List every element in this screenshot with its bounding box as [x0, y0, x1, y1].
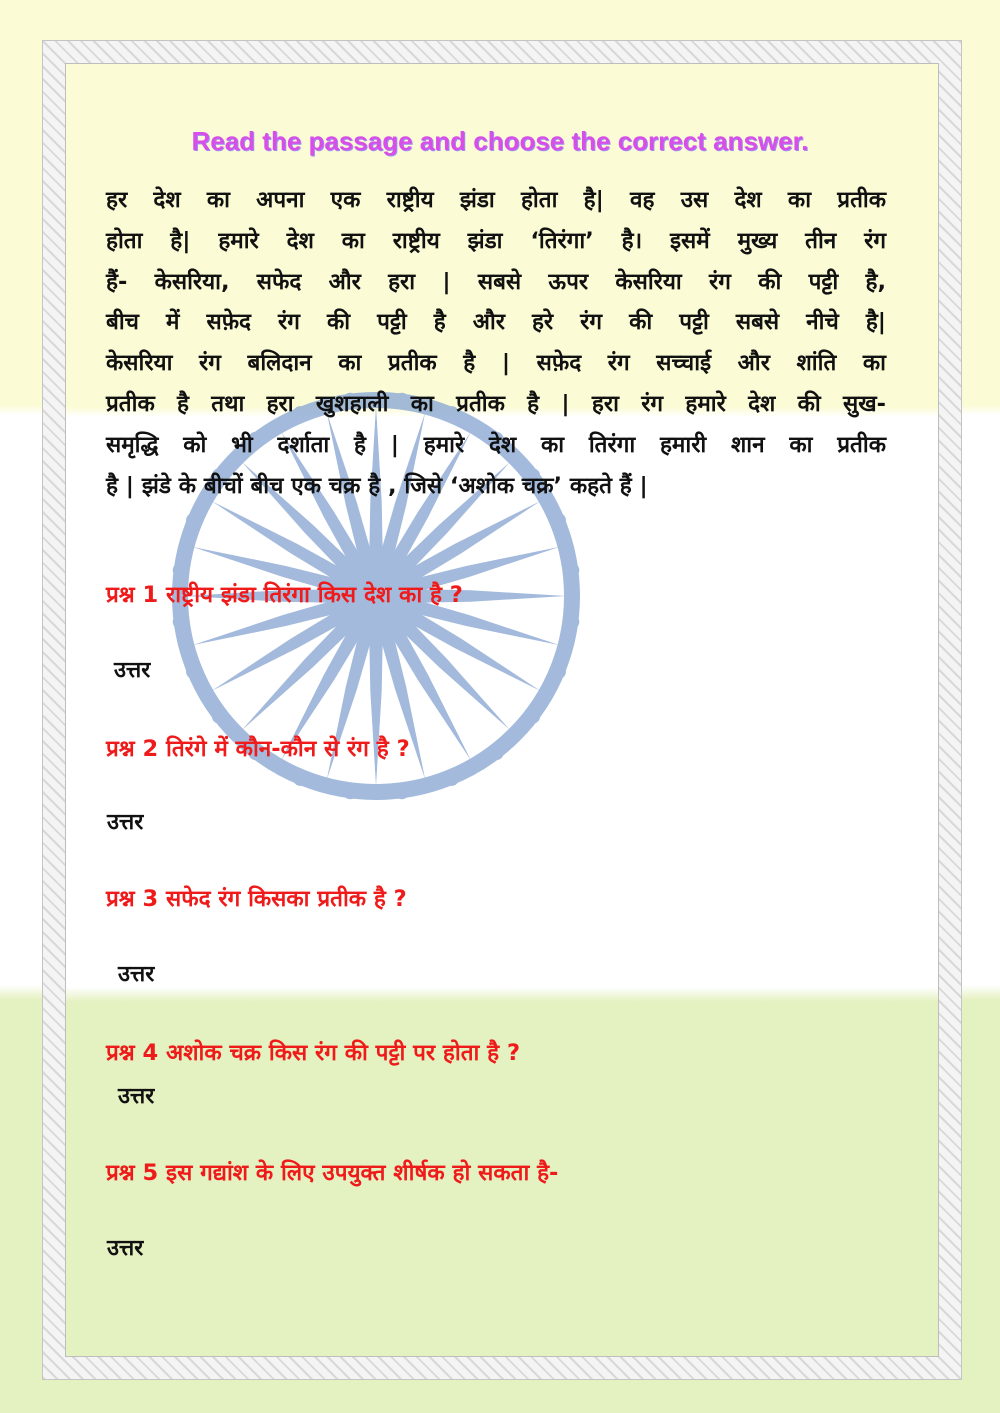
answer-label-4[interactable]: उत्तर	[118, 1084, 155, 1109]
question-1: प्रश्न 1 राष्ट्रीय झंडा तिरंगा किस देश का है ?	[106, 582, 463, 608]
chakra-rim-notch	[552, 665, 566, 679]
passage-line: हैं- केसरिया, सफेद और हरा | सबसे ऊपर केसरिया रंग की पट्टी है,	[106, 268, 886, 295]
chakra-rim-notch	[526, 710, 540, 724]
answer-label-2[interactable]: उत्तर	[107, 810, 144, 835]
passage-line: बीच में सफ़ेद रंग की पट्टी है और हरे रंग की पट्टी सबसे नीचे है|	[106, 309, 886, 336]
chakra-rim-notch	[173, 563, 187, 577]
chakra-rim-notch	[565, 615, 579, 629]
passage-line: हर देश का अपना एक राष्ट्रीय झंडा होता है| वह उस देश का प्रतीक	[106, 187, 886, 213]
question-2: प्रश्न 2 तिरंगे में कौन-कौन से रंग है ?	[106, 736, 410, 762]
question-5: प्रश्न 5 इस गद्यांश के लिए उपयुक्त शीर्षक हो सकता है-	[106, 1160, 559, 1186]
passage-line: केसरिया रंग बलिदान का प्रतीक है | सफ़ेद रंग सच्चाई और शांति का	[106, 350, 886, 377]
worksheet-title: Read the passage and choose the correct answer.	[191, 126, 809, 156]
answer-label-1[interactable]: उत्तर	[114, 658, 151, 683]
chakra-rim-notch	[186, 513, 200, 527]
answer-label-5[interactable]: उत्तर	[107, 1236, 144, 1261]
passage-line: होता है| हमारे देश का राष्ट्रीय झंडा ‘तिरंगा’ है। इसमें मुख्य तीन रंग	[106, 227, 886, 254]
chakra-rim-notch	[395, 785, 409, 799]
chakra-rim-notch	[490, 746, 504, 760]
chakra-rim-notch	[552, 513, 566, 527]
passage-line: है | झंडे के बीचों बीच एक चक्र है , जिसे ‘अशोक चक्र’ कहते हैं |	[106, 472, 648, 499]
passage-line: समृद्धि को भी दर्शाता है | हमारे देश का तिरंगा हमारी शान का प्रतीक	[106, 431, 886, 458]
answer-label-3[interactable]: उत्तर	[118, 962, 155, 987]
chakra-rim-notch	[173, 615, 187, 629]
chakra-rim-notch	[565, 563, 579, 577]
chakra-rim-notch	[186, 665, 200, 679]
chakra-rim-notch	[212, 710, 226, 724]
passage-line: प्रतीक है तथा हरा खुशहाली का प्रतीक है | हरा रंग हमारे देश की सुख-	[106, 390, 886, 417]
chakra-rim-notch	[445, 772, 459, 786]
chakra-rim-notch	[293, 772, 307, 786]
chakra-rim-notch	[343, 785, 357, 799]
question-4: प्रश्न 4 अशोक चक्र किस रंग की पट्टी पर होता है ?	[106, 1040, 521, 1066]
question-3: प्रश्न 3 सफेद रंग किसका प्रतीक है ?	[106, 886, 407, 912]
reading-passage	[106, 180, 886, 506]
